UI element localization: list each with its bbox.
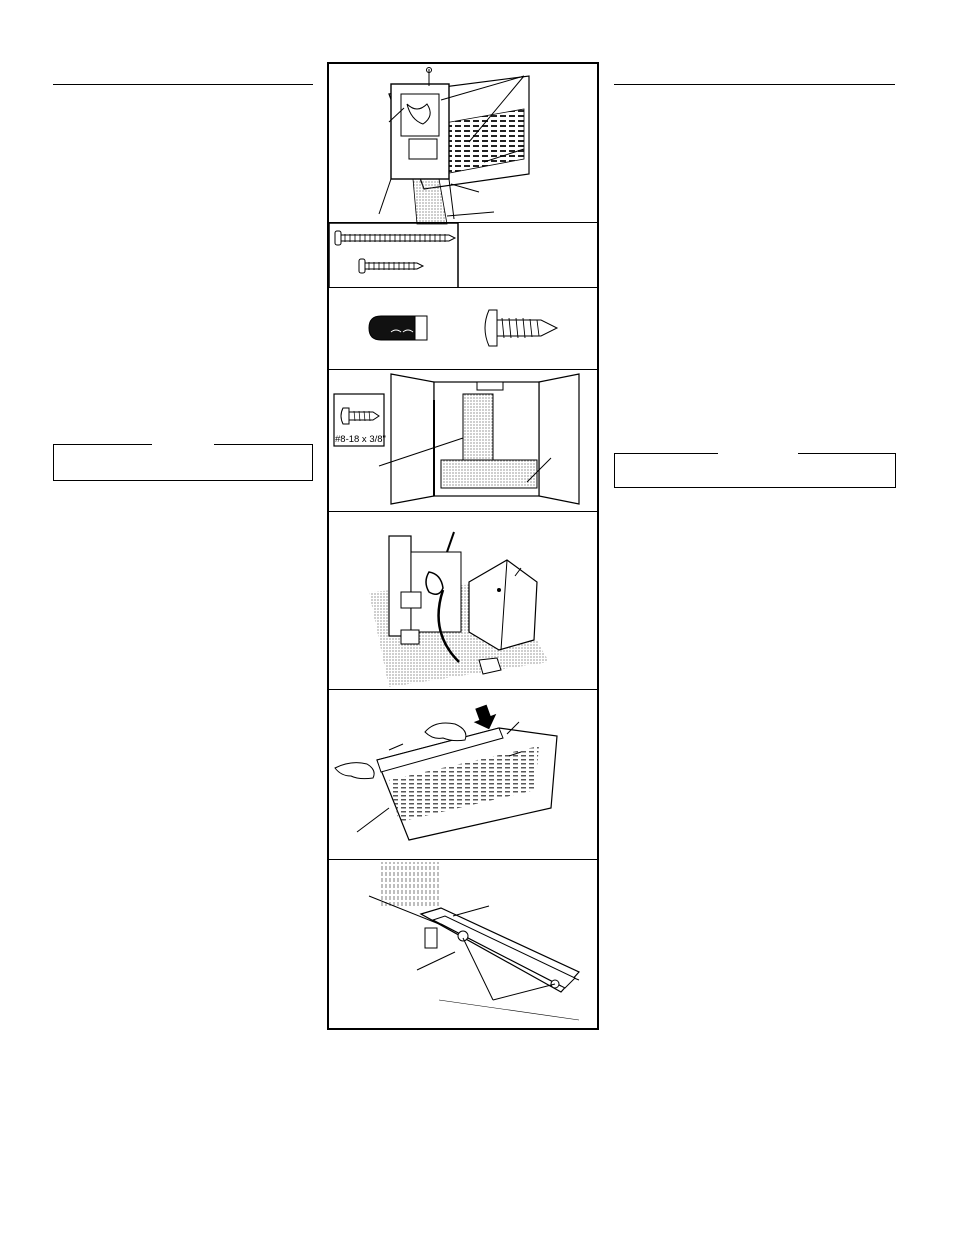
- left-column-top-rule: [53, 84, 313, 85]
- screw-size-label: #8-18 x 3/8": [335, 434, 386, 445]
- figure-wiring: [329, 512, 597, 690]
- right-column-top-rule: [614, 84, 895, 85]
- figure-bottom-view: [329, 860, 597, 1032]
- left-note-box: [53, 444, 313, 481]
- figure-long-screws: [329, 222, 597, 288]
- right-note-box: [614, 453, 896, 488]
- figure-column: [327, 62, 599, 1030]
- figure-plug-and-screw: [329, 288, 597, 370]
- figure-cabinet-interior: [329, 370, 597, 512]
- figure-filter-install: [329, 690, 597, 860]
